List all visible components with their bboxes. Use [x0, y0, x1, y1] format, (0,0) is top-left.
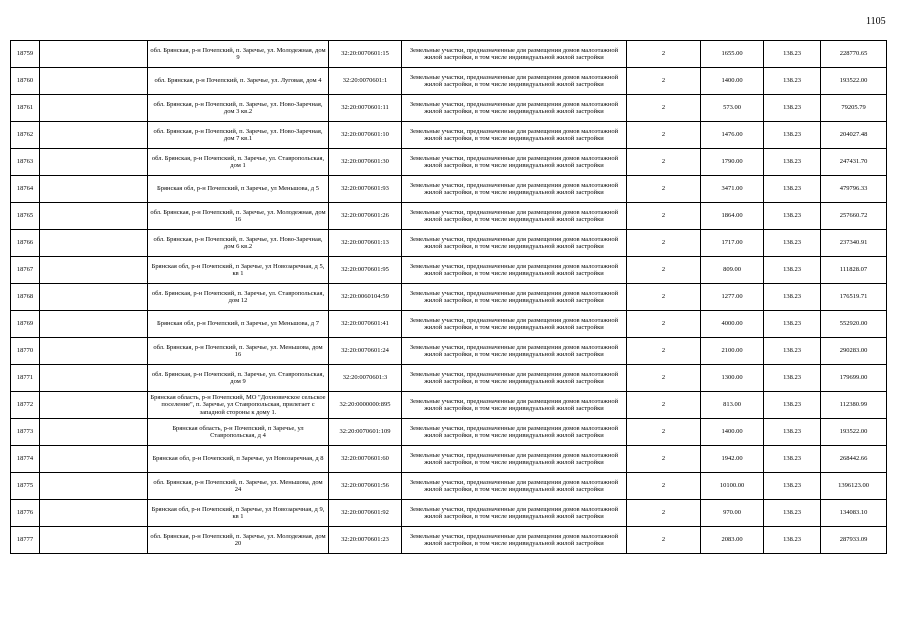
rate-cell: 138.23: [764, 230, 821, 257]
row-id: 18769: [11, 311, 40, 338]
land-use-cell: Земельные участки, предназначенные для размещения домов малоэтажной жилой застройки, в том числе индивидуальной жилой застройки: [402, 68, 627, 95]
blank-cell: [40, 311, 148, 338]
area-cell: 1476.00: [701, 122, 764, 149]
rate-cell: 138.23: [764, 257, 821, 284]
rate-cell: 138.23: [764, 41, 821, 68]
row-id: 18763: [11, 149, 40, 176]
table-row: [11, 149, 887, 176]
cadastral-number-cell: 32:20:0070601:92: [329, 500, 402, 527]
group-cell: 2: [627, 527, 701, 554]
cadastral-number-cell: 32:20:0000000:895: [329, 392, 402, 419]
group-cell: 2: [627, 419, 701, 446]
row-id: 18764: [11, 176, 40, 203]
address-cell: обл. Брянская, р-н Почепский, п. Заречье, ул. Ново-Заречная, дом 3 кв.2: [148, 95, 329, 122]
land-use-cell: Земельные участки, предназначенные для размещения домов малоэтажной жилой застройки, в том числе индивидуальной жилой застройки: [402, 392, 627, 419]
area-cell: 1400.00: [701, 68, 764, 95]
cadastral-number-cell: 32:20:0070601:95: [329, 257, 402, 284]
cadastral-number-cell: 32:20:0070601:1: [329, 68, 402, 95]
cadastral-value-cell: 1396123.00: [821, 473, 887, 500]
cadastral-value-cell: 287933.09: [821, 527, 887, 554]
row-id: 18767: [11, 257, 40, 284]
area-cell: 1864.00: [701, 203, 764, 230]
land-use-cell: Земельные участки, предназначенные для размещения домов малоэтажной жилой застройки, в том числе индивидуальной жилой застройки: [402, 527, 627, 554]
rate-cell: 138.23: [764, 527, 821, 554]
area-cell: 1277.00: [701, 284, 764, 311]
cadastral-value-cell: 111828.07: [821, 257, 887, 284]
cadastral-value-cell: 268442.66: [821, 446, 887, 473]
table-row: [11, 527, 887, 554]
row-id: 18773: [11, 419, 40, 446]
land-use-cell: Земельные участки, предназначенные для размещения домов малоэтажной жилой застройки, в том числе индивидуальной жилой застройки: [402, 176, 627, 203]
blank-cell: [40, 419, 148, 446]
group-cell: 2: [627, 68, 701, 95]
cadastral-number-cell: 32:20:0070601:56: [329, 473, 402, 500]
row-id: 18768: [11, 284, 40, 311]
group-cell: 2: [627, 446, 701, 473]
rate-cell: 138.23: [764, 149, 821, 176]
address-cell: обл. Брянская, р-н Почепский, п. Заречье, ул. Меньшова, дом 16: [148, 338, 329, 365]
blank-cell: [40, 95, 148, 122]
table-row: [11, 284, 887, 311]
area-cell: 573.00: [701, 95, 764, 122]
area-cell: 4000.00: [701, 311, 764, 338]
table-row: [11, 203, 887, 230]
cadastral-value-cell: 552920.00: [821, 311, 887, 338]
group-cell: 2: [627, 203, 701, 230]
cadastral-value-cell: 112380.99: [821, 392, 887, 419]
cadastral-value-cell: 79205.79: [821, 95, 887, 122]
area-cell: 10100.00: [701, 473, 764, 500]
table-row: [11, 446, 887, 473]
blank-cell: [40, 527, 148, 554]
land-use-cell: Земельные участки, предназначенные для размещения домов малоэтажной жилой застройки, в том числе индивидуальной жилой застройки: [402, 257, 627, 284]
blank-cell: [40, 203, 148, 230]
cadastral-number-cell: 32:20:0060104:59: [329, 284, 402, 311]
table-row: [11, 95, 887, 122]
rate-cell: 138.23: [764, 365, 821, 392]
land-use-cell: Земельные участки, предназначенные для размещения домов малоэтажной жилой застройки, в том числе индивидуальной жилой застройки: [402, 41, 627, 68]
land-use-cell: Земельные участки, предназначенные для размещения домов малоэтажной жилой застройки, в том числе индивидуальной жилой застройки: [402, 500, 627, 527]
land-use-cell: Земельные участки, предназначенные для размещения домов малоэтажной жилой застройки, в том числе индивидуальной жилой застройки: [402, 338, 627, 365]
blank-cell: [40, 230, 148, 257]
blank-cell: [40, 284, 148, 311]
address-cell: Брянская обл, р-н Почепский, п Заречье, ул Меньшова, д 5: [148, 176, 329, 203]
address-cell: обл. Брянская, р-н Почепский, п. Заречье, ул. Ново-Заречная, дом 6 кв.2: [148, 230, 329, 257]
land-use-cell: Земельные участки, предназначенные для размещения домов малоэтажной жилой застройки, в том числе индивидуальной жилой застройки: [402, 95, 627, 122]
land-use-cell: Земельные участки, предназначенные для размещения домов малоэтажной жилой застройки, в том числе индивидуальной жилой застройки: [402, 365, 627, 392]
row-id: 18777: [11, 527, 40, 554]
rate-cell: 138.23: [764, 203, 821, 230]
cadastral-number-cell: 32:20:0070601:41: [329, 311, 402, 338]
cadastral-value-cell: 179699.00: [821, 365, 887, 392]
address-cell: обл. Брянская, р-н Почепский, п. Заречье, ул. Молодежная, дом 9: [148, 41, 329, 68]
blank-cell: [40, 122, 148, 149]
cadastral-value-cell: 176519.71: [821, 284, 887, 311]
registry-body: [11, 41, 887, 554]
row-id: 18772: [11, 392, 40, 419]
land-use-cell: Земельные участки, предназначенные для размещения домов малоэтажной жилой застройки, в том числе индивидуальной жилой застройки: [402, 230, 627, 257]
table-row: [11, 311, 887, 338]
row-id: 18770: [11, 338, 40, 365]
table-row: [11, 473, 887, 500]
rate-cell: 138.23: [764, 446, 821, 473]
group-cell: 2: [627, 176, 701, 203]
table-row: [11, 392, 887, 419]
blank-cell: [40, 473, 148, 500]
area-cell: 1942.00: [701, 446, 764, 473]
cadastral-number-cell: 32:20:0070601:26: [329, 203, 402, 230]
cadastral-number-cell: 32:20:0070601:60: [329, 446, 402, 473]
cadastral-value-cell: 134083.10: [821, 500, 887, 527]
group-cell: 2: [627, 365, 701, 392]
group-cell: 2: [627, 473, 701, 500]
row-id: 18760: [11, 68, 40, 95]
area-cell: 813.00: [701, 392, 764, 419]
group-cell: 2: [627, 338, 701, 365]
row-id: 18762: [11, 122, 40, 149]
blank-cell: [40, 257, 148, 284]
area-cell: 970.00: [701, 500, 764, 527]
area-cell: 1300.00: [701, 365, 764, 392]
group-cell: 2: [627, 149, 701, 176]
table-row: [11, 230, 887, 257]
group-cell: 2: [627, 257, 701, 284]
blank-cell: [40, 365, 148, 392]
address-cell: обл. Брянская, р-н Почепский, п. Заречье, ул. Луговая, дом 4: [148, 68, 329, 95]
cadastral-value-cell: 479796.33: [821, 176, 887, 203]
row-id: 18766: [11, 230, 40, 257]
rate-cell: 138.23: [764, 473, 821, 500]
address-cell: Брянская обл, р-н Почепский, п Заречье, ул Новозаречная, д 5, кв 1: [148, 257, 329, 284]
row-id: 18759: [11, 41, 40, 68]
page-number: 1105: [866, 16, 886, 27]
table-row: [11, 500, 887, 527]
rate-cell: 138.23: [764, 122, 821, 149]
row-id: 18761: [11, 95, 40, 122]
cadastral-value-cell: 257660.72: [821, 203, 887, 230]
rate-cell: 138.23: [764, 338, 821, 365]
area-cell: 2083.00: [701, 527, 764, 554]
area-cell: 1790.00: [701, 149, 764, 176]
cadastral-number-cell: 32:20:0070601:93: [329, 176, 402, 203]
address-cell: Брянская область, р-н Почепский, п Заречье, ул Ставропольская, д 4: [148, 419, 329, 446]
cadastral-number-cell: 32:20:0070601:109: [329, 419, 402, 446]
rate-cell: 138.23: [764, 176, 821, 203]
cadastral-value-cell: 228770.65: [821, 41, 887, 68]
land-registry-table: [10, 40, 887, 554]
address-cell: Брянская обл, р-н Почепский, п Заречье, ул Новозаречная, д 9, кв 1: [148, 500, 329, 527]
cadastral-number-cell: 32:20:0070601:24: [329, 338, 402, 365]
land-use-cell: Земельные участки, предназначенные для размещения домов малоэтажной жилой застройки, в том числе индивидуальной жилой застройки: [402, 473, 627, 500]
area-cell: 1655.00: [701, 41, 764, 68]
rate-cell: 138.23: [764, 284, 821, 311]
area-cell: 809.00: [701, 257, 764, 284]
area-cell: 1717.00: [701, 230, 764, 257]
blank-cell: [40, 176, 148, 203]
cadastral-value-cell: 237340.91: [821, 230, 887, 257]
blank-cell: [40, 392, 148, 419]
table-row: [11, 41, 887, 68]
rate-cell: 138.23: [764, 95, 821, 122]
row-id: 18765: [11, 203, 40, 230]
cadastral-number-cell: 32:20:0070601:15: [329, 41, 402, 68]
table-row: [11, 338, 887, 365]
cadastral-number-cell: 32:20:0070601:10: [329, 122, 402, 149]
blank-cell: [40, 149, 148, 176]
land-use-cell: Земельные участки, предназначенные для размещения домов малоэтажной жилой застройки, в том числе индивидуальной жилой застройки: [402, 284, 627, 311]
row-id: 18774: [11, 446, 40, 473]
address-cell: Брянская обл, р-н Почепский, п Заречье, ул Новозаречная, д 8: [148, 446, 329, 473]
group-cell: 2: [627, 95, 701, 122]
rate-cell: 138.23: [764, 68, 821, 95]
group-cell: 2: [627, 284, 701, 311]
address-cell: обл. Брянская, р-н Почепский, п. Заречье, ул. Меньшова, дом 24: [148, 473, 329, 500]
address-cell: Брянская область, р-н Почепский, МО "Дохновичское сельское поселение", п. Заречье, ул Ставропольская, прилегает с западной стороны к дому 1.: [148, 392, 329, 419]
cadastral-value-cell: 204027.48: [821, 122, 887, 149]
group-cell: 2: [627, 500, 701, 527]
rate-cell: 138.23: [764, 500, 821, 527]
address-cell: обл. Брянская, р-н Почепский, п. Заречье, ул. Ставропольская, дом 9: [148, 365, 329, 392]
cadastral-number-cell: 32:20:0070601:13: [329, 230, 402, 257]
rate-cell: 138.23: [764, 311, 821, 338]
address-cell: Брянская обл, р-н Почепский, п Заречье, ул Меньшова, д 7: [148, 311, 329, 338]
rate-cell: 138.23: [764, 419, 821, 446]
table-row: [11, 68, 887, 95]
area-cell: 3471.00: [701, 176, 764, 203]
address-cell: обл. Брянская, р-н Почепский, п. Заречье, ул. Ставропольская, дом 12: [148, 284, 329, 311]
land-use-cell: Земельные участки, предназначенные для размещения домов малоэтажной жилой застройки, в том числе индивидуальной жилой застройки: [402, 203, 627, 230]
group-cell: 2: [627, 311, 701, 338]
blank-cell: [40, 68, 148, 95]
address-cell: обл. Брянская, р-н Почепский, п. Заречье, ул. Ново-Заречная, дом 7 кв.1: [148, 122, 329, 149]
group-cell: 2: [627, 230, 701, 257]
group-cell: 2: [627, 41, 701, 68]
cadastral-value-cell: 290283.00: [821, 338, 887, 365]
cadastral-value-cell: 193522.00: [821, 68, 887, 95]
table-row: [11, 122, 887, 149]
blank-cell: [40, 338, 148, 365]
land-use-cell: Земельные участки, предназначенные для размещения домов малоэтажной жилой застройки, в том числе индивидуальной жилой застройки: [402, 419, 627, 446]
cadastral-number-cell: 32:20:0070601:23: [329, 527, 402, 554]
cadastral-number-cell: 32:20:0070601:3: [329, 365, 402, 392]
land-use-cell: Земельные участки, предназначенные для размещения домов малоэтажной жилой застройки, в том числе индивидуальной жилой застройки: [402, 149, 627, 176]
area-cell: 2100.00: [701, 338, 764, 365]
blank-cell: [40, 500, 148, 527]
land-use-cell: Земельные участки, предназначенные для размещения домов малоэтажной жилой застройки, в том числе индивидуальной жилой застройки: [402, 122, 627, 149]
row-id: 18775: [11, 473, 40, 500]
cadastral-value-cell: 193522.00: [821, 419, 887, 446]
group-cell: 2: [627, 122, 701, 149]
row-id: 18776: [11, 500, 40, 527]
blank-cell: [40, 41, 148, 68]
rate-cell: 138.23: [764, 392, 821, 419]
address-cell: обл. Брянская, р-н Почепский, п. Заречье, ул. Ставропольская, дом 1: [148, 149, 329, 176]
blank-cell: [40, 446, 148, 473]
cadastral-value-cell: 247431.70: [821, 149, 887, 176]
cadastral-number-cell: 32:20:0070601:11: [329, 95, 402, 122]
row-id: 18771: [11, 365, 40, 392]
table-row: [11, 419, 887, 446]
table-row: [11, 176, 887, 203]
land-use-cell: Земельные участки, предназначенные для размещения домов малоэтажной жилой застройки, в том числе индивидуальной жилой застройки: [402, 446, 627, 473]
address-cell: обл. Брянская, р-н Почепский, п. Заречье, ул. Молодежная, дом 16: [148, 203, 329, 230]
table-row: [11, 365, 887, 392]
area-cell: 1400.00: [701, 419, 764, 446]
address-cell: обл. Брянская, р-н Почепский, п. Заречье, ул. Молодежная, дом 20: [148, 527, 329, 554]
table-row: [11, 257, 887, 284]
land-use-cell: Земельные участки, предназначенные для размещения домов малоэтажной жилой застройки, в том числе индивидуальной жилой застройки: [402, 311, 627, 338]
group-cell: 2: [627, 392, 701, 419]
cadastral-number-cell: 32:20:0070601:30: [329, 149, 402, 176]
